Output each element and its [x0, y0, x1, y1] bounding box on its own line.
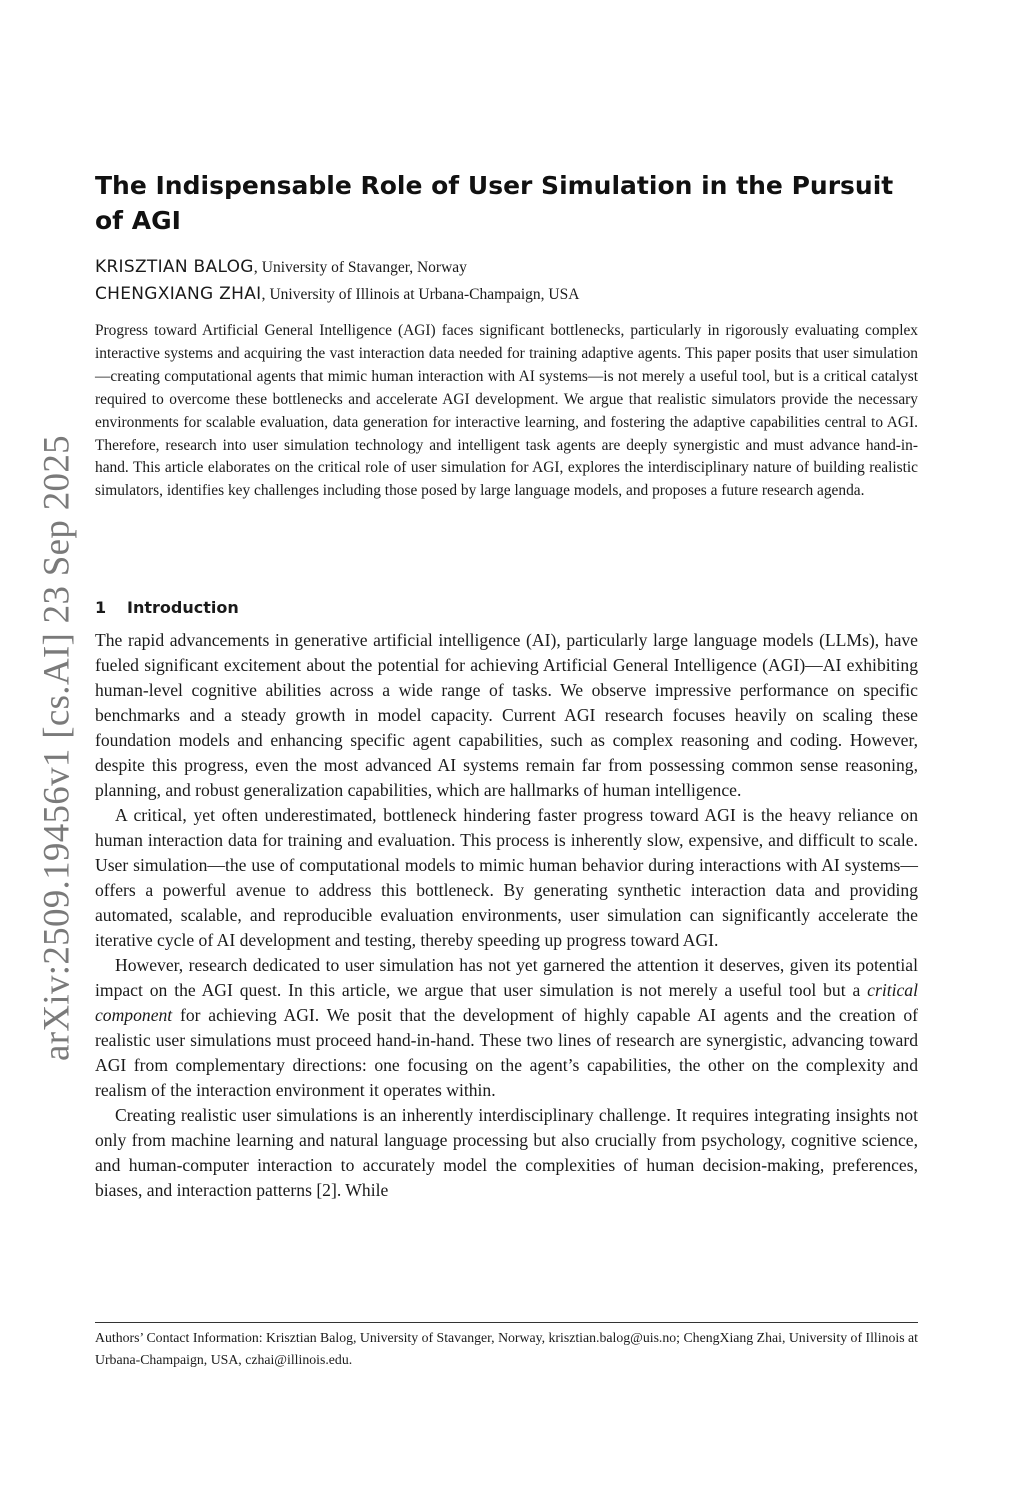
introduction-body [95, 628, 918, 1203]
paragraph-3-text-end: for achieving AGI. We posit that the development of highly capable AI agents and the creation of realistic user simulations must proceed hand-in-hand. These two lines of research are synergistic, advancing toward AGI from complementary directions: one focusing on the agent’s capabilities, the other on the complexity and realism of the interaction environment it operates within. [95, 1005, 918, 1100]
paragraph-3-text-start: However, research dedicated to user simulation has not yet garnered the attention it deserves, given its potential impact on the AGI quest. In this article, we argue that user simulation is not merely a useful tool but a [95, 955, 918, 1000]
footnote-contact-info: Authors’ Contact Information: Krisztian Balog, University of Stavanger, Norway, krisztian.balog@uis.no; ChengXiang Zhai, University of Illinois at Urbana-Champaign, USA, czhai@illinois.edu. [95, 1330, 918, 1367]
paper-title: The Indispensable Role of User Simulation in the Pursuit of AGI [95, 171, 894, 235]
author-2: CHENGXIANG ZHAI, University of Illinois at Urbana-Champaign, USA [95, 284, 580, 304]
paragraph-3 [95, 953, 918, 1103]
arxiv-identifier[interactable]: arXiv:2509.19456v1 [cs.AI] 23 Sep 2025 [36, 435, 78, 1061]
paragraph-4: Creating realistic user simulations is an inherently interdisciplinary challenge. It requires integrating insights not only from machine learning and natural language processing but also crucially from psychology, cognitive science, and human-computer interaction to accurately model the complexities of human decision-making, preferences, biases, and interaction patterns [2]. While [95, 1105, 918, 1200]
author-affiliation: University of Illinois at Urbana-Champaign, USA [269, 286, 580, 303]
abstract: Progress toward Artificial General Intelligence (AGI) faces significant bottlenecks, particularly in rigorously evaluating complex interactive systems and acquiring the vast interaction data needed for training adaptive agents. This paper posits that user simulation—creating computational agents that mimic human interaction with AI systems—is not merely a useful tool, but is a critical catalyst required to overcome these bottlenecks and accelerate AGI development. We argue that realistic simulators provide the necessary environments for scalable evaluation, data generation for interactive learning, and fostering the adaptive capabilities central to AGI. Therefore, research into user simulation technology and intelligent task agents are deeply synergistic and must advance hand-in-hand. This article elaborates on the critical role of user simulation for AGI, explores the interdisciplinary nature of building realistic simulators, identifies key challenges including those posed by large language models, and proposes a future research agenda. [95, 322, 918, 500]
author-name: KRISZTIAN BALOG [95, 257, 254, 277]
author-affiliation: University of Stavanger, Norway [261, 259, 467, 276]
section-heading-introduction [95, 598, 239, 617]
author-name: CHENGXIANG ZHAI [95, 284, 262, 304]
section-title: Introduction [127, 598, 239, 617]
paragraph-1: The rapid advancements in generative artificial intelligence (AI), particularly large language models (LLMs), have fueled significant excitement about the potential for achieving Artificial General Intelligence (AGI)—AI exhibiting human-level cognitive abilities across a wide range of tasks. We observe impressive performance on specific benchmarks and a steady growth in model capacity. Current AGI research focuses heavily on scaling these foundation models and enhancing specific agent capabilities, such as complex reasoning and coding. However, despite this progress, even the most advanced AI systems remain far from possessing common sense reasoning, planning, and robust generalization capabilities, which are hallmarks of human intelligence. [95, 630, 918, 800]
section-number: 1 [95, 598, 107, 617]
author-1: KRISZTIAN BALOG, University of Stavanger, Norway [95, 257, 467, 277]
footnote-divider [95, 1322, 918, 1323]
emphasis-critical-component: critical component [95, 980, 918, 1025]
paragraph-2: A critical, yet often underestimated, bottleneck hindering faster progress toward AGI is the heavy reliance on human interaction data for training and evaluation. This process is inherently slow, expensive, and difficult to scale. User simulation—the use of computational models to mimic human behavior during interactions with AI systems—offers a powerful avenue to address this bottleneck. By generating synthetic interaction data and providing automated, scalable, and reproducible evaluation environments, user simulation can significantly accelerate the iterative cycle of AI development and testing, thereby speeding up progress toward AGI. [95, 805, 918, 950]
